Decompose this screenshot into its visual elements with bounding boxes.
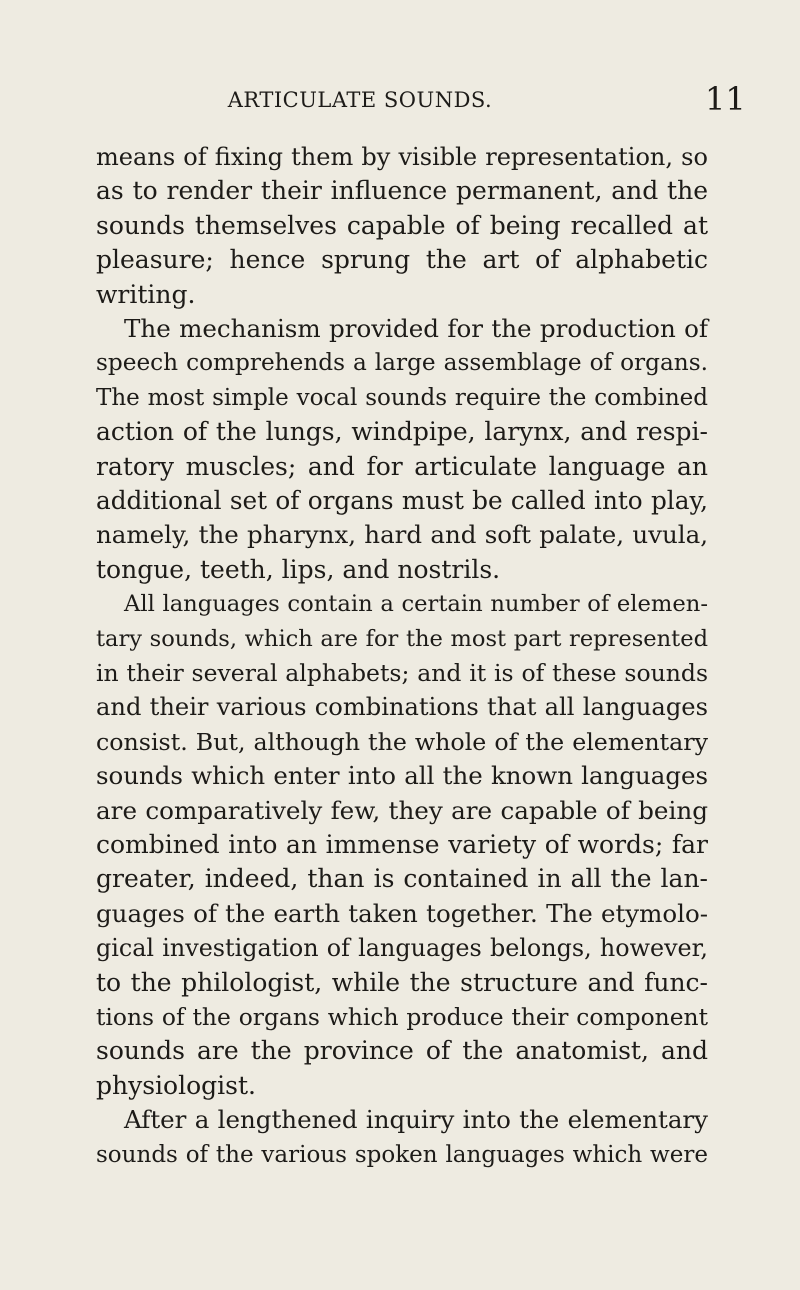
text-line: tary sounds, which are for the most part represented	[96, 625, 708, 652]
text-line: speech comprehends a large assemblage of organs.	[96, 349, 708, 377]
text-line: sounds themselves capable of being recalled at	[96, 210, 708, 240]
text-line: to the philologist, while the structure and func-	[96, 967, 708, 997]
text-line: ratory muscles; and for articulate language an	[96, 451, 708, 481]
text-line: The most simple vocal sounds require the combined	[96, 384, 708, 411]
text-line: namely, the pharynx, hard and soft palate, uvula,	[96, 520, 708, 550]
text-line: means of fixing them by visible representation, so	[96, 143, 708, 171]
text-line: guages of the earth taken together. The etymolo-	[96, 898, 708, 928]
text-line: gical investigation of languages belongs, however,	[96, 934, 708, 963]
text-line: sounds which enter into all the known languages	[96, 761, 708, 791]
page-number: 11	[705, 80, 746, 118]
text-line: writing.	[96, 279, 196, 309]
text-line: as to render their influence permanent, and the	[96, 176, 708, 206]
text-line: are comparatively few, they are capable of being	[96, 795, 708, 825]
text-line: consist. But, although the whole of the elementary	[96, 727, 708, 756]
text-line: additional set of organs must be called into play,	[96, 486, 708, 515]
text-line: and their various combinations that all languages	[96, 693, 708, 722]
text-line: greater, indeed, than is contained in all the lan-	[96, 864, 708, 894]
text-line: All languages contain a certain number of elemen-	[124, 591, 708, 618]
text-line: physiologist.	[96, 1070, 256, 1100]
text-line: pleasure; hence sprung the art of alphabetic	[96, 245, 708, 275]
text-line: tongue, teeth, lips, and nostrils.	[96, 554, 501, 584]
text-line: action of the lungs, windpipe, larynx, and respi-	[96, 417, 708, 447]
text-line: The mechanism provided for the production of	[124, 314, 708, 343]
text-line: combined into an immense variety of words; far	[96, 830, 708, 859]
text-line: sounds of the various spoken languages which were	[96, 1141, 708, 1168]
running-header	[0, 80, 800, 122]
text-line: After a lengthened inquiry into the elementary	[124, 1105, 708, 1135]
text-line: tions of the organs which produce their component	[96, 1003, 708, 1031]
running-title: ARTICULATE SOUNDS.	[227, 88, 493, 112]
text-line: in their several alphabets; and it is of these sounds	[96, 659, 708, 687]
text-line: sounds are the province of the anatomist, and	[96, 1036, 708, 1066]
